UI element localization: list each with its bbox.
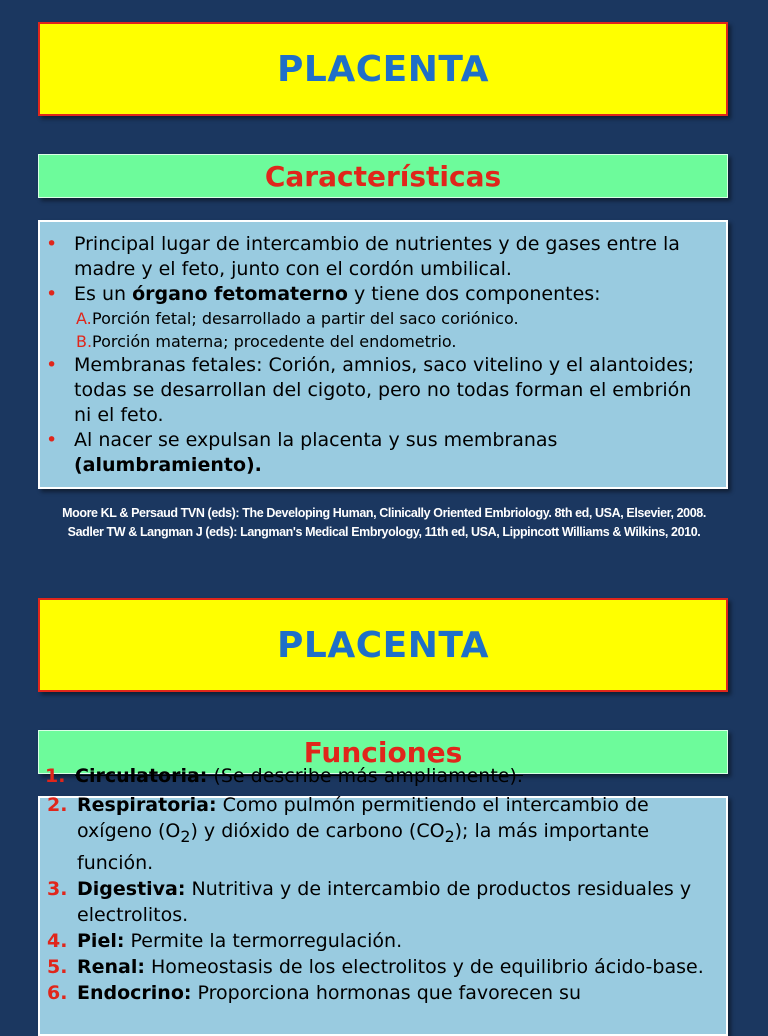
functions-first-item	[38, 763, 728, 789]
bullet-text: y tiene dos componentes:	[347, 283, 601, 305]
sublist-text: Porción fetal; desarrollado a partir del saco coriónico.	[92, 309, 519, 328]
slide1-title: PLACENTA	[277, 48, 489, 90]
sublist-letter: B.	[76, 332, 93, 351]
item-text: Homeostasis de los electrolitos y de equilibrio ácido-base.	[144, 955, 704, 978]
sublist-item	[40, 307, 714, 330]
slide2-subtitle: Funciones	[303, 735, 463, 769]
list-item	[40, 428, 714, 478]
slide1-title-box	[38, 22, 728, 116]
slide1-content-box	[38, 220, 728, 489]
bullet-text: Principal lugar de intercambio de nutrientes y de gases entre la madre y el feto, junto con el cordón umbilical.	[74, 233, 680, 280]
list-item	[40, 954, 718, 980]
bullet-icon: •	[46, 233, 58, 255]
item-text: Nutritiva y de intercambio de productos residuales y electrolitos.	[77, 877, 692, 926]
item-bold-label: Digestiva:	[77, 877, 186, 900]
item-bold-label: Piel:	[77, 929, 125, 952]
item-number: 6.	[47, 981, 68, 1004]
item-number: 4.	[47, 929, 68, 952]
item-text: ); la más importante función.	[77, 820, 650, 874]
bullet-icon: •	[46, 283, 58, 305]
subscript: 2	[180, 826, 191, 846]
slide2-title-box	[38, 598, 728, 692]
list-item	[40, 792, 718, 876]
item-text: Permite la termorregulación.	[124, 929, 403, 952]
bullet-bold-text: (alumbramiento).	[74, 454, 262, 476]
sublist-letter: A.	[76, 309, 92, 328]
item-number: 3.	[47, 877, 68, 900]
characteristics-list	[40, 232, 714, 478]
item-bold-label: Respiratoria:	[77, 794, 217, 816]
slide2-content-box	[38, 796, 728, 1036]
components-sublist	[40, 307, 714, 353]
list-item	[40, 876, 718, 928]
slide1-subtitle-box	[38, 154, 728, 198]
list-item	[40, 232, 714, 282]
item-bold-label: Circulatoria:	[75, 765, 208, 787]
item-struck-text	[75, 765, 523, 787]
item-text: ) y dióxido de carbono (CO	[190, 820, 445, 842]
bullet-icon: •	[46, 429, 58, 451]
bullet-text: Membranas fetales: Corión, amnios, saco vitelino y el alantoides; todas se desarrollan del cigoto, pero no todas forman el embrión ni el feto.	[74, 354, 695, 426]
list-item	[40, 928, 718, 954]
bullet-text: Es un	[74, 283, 133, 305]
bullet-icon: •	[46, 354, 58, 376]
list-item	[40, 282, 714, 353]
sublist-item	[40, 330, 714, 353]
bullet-text: Al nacer se expulsan la placenta y sus membranas	[74, 429, 558, 451]
subscript: 2	[444, 826, 455, 846]
item-number: 5.	[47, 955, 68, 978]
reference-line: Sadler TW & Langman J (eds): Langman's Medical Embryology, 11th ed, USA, Lippincott Williams & Wilkins, 2010.	[67, 525, 701, 539]
item-number: 1.	[45, 765, 66, 787]
item-text: (Se describe más ampliamente).	[207, 765, 523, 787]
item-text: Como pulmón permitiendo el intercambio de oxígeno (O	[77, 794, 649, 842]
item-text: Proporciona hormonas que favorecen su	[191, 981, 581, 1004]
list-item	[40, 353, 714, 428]
slide1-subtitle: Características	[264, 159, 502, 193]
slide2-title: PLACENTA	[277, 624, 489, 666]
bullet-bold-text: órgano fetomaterno	[132, 283, 348, 305]
item-number: 2.	[47, 794, 68, 816]
reference-line: Moore KL & Persaud TVN (eds): The Developing Human, Clinically Oriented Embriology. 8th ed, USA, Elsevier, 2008.	[62, 506, 706, 520]
list-item	[40, 980, 718, 1006]
item-bold-label: Endocrino:	[77, 981, 192, 1004]
sublist-text: Porción materna; procedente del endometrio.	[92, 332, 457, 351]
functions-list	[40, 792, 718, 1006]
references	[0, 504, 768, 542]
list-item	[38, 763, 728, 789]
item-bold-label: Renal:	[77, 955, 145, 978]
